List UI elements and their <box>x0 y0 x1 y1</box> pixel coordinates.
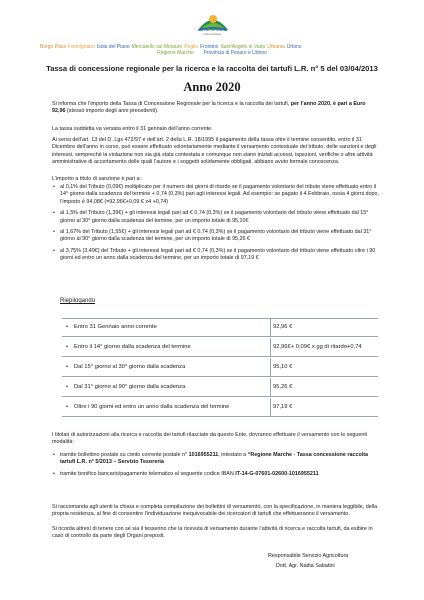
paragraph-late-payment: Ai sensi dell’art. 13 del D. Lgs 472/97 e dell’art. 2 della L.R. 18/1995 il pagamento della tassa oltre il termine consentito, entro il 31 Dicembre dell’anno in corso, può essere effettuato volontariamente mediante il versamento contestuale del tributo, delle sanzioni e degli interessi, sempreché la violazione non sia già stata contestata e comunque non siano iniziati accessi, ispezioni, verifiche o altre attività amministrative di accertamento delle quali l’autore e i soggetti solidamente obbligati, abbiano avuto formale conoscenza. <box>52 137 377 166</box>
table-row: • Dal 31° giorno al 90° giorno dalla scadenza 95,26 € <box>62 378 378 397</box>
recap-amount: 97,19 € <box>270 398 378 416</box>
paragraph-reminder: Si ricorda altresì di tenere con sé sia il tesserino che la ricevuta di versamento durante l’attività di ricerca e raccolta tartufi, da esibire in caso di controllo da parte degli Organi preposti. <box>52 526 373 540</box>
municipality-name: Urbino <box>286 44 302 50</box>
table-row: • Entro il 14° giorno dalla scadenza del termine 92,96€+ 0,09€ x gg di ritardo+0,74 <box>62 338 378 357</box>
sanction-item: • al 3,75% (3,49€) del Tributo + gli interessi legali pari ad € 0,74 (0,3%) se il pagamento volontario del tributo viene effettuato oltre i 90 giorni ed entro un anno dalla scadenza del termine, per un importo totale di 97,19 € <box>52 248 380 263</box>
postal-mid: , intestato a <box>218 452 248 458</box>
table-row: • Oltre i 90 giorni ed entro un anno dalla scadenza del termine 97,19 € <box>62 398 378 417</box>
municipality-name: Peglio <box>184 44 199 50</box>
bank-iban: IT-14-G-07601-02600-1016955211 <box>235 470 319 477</box>
payment-method-bank <box>52 471 380 478</box>
municipality-name: Borgo Pace <box>40 44 67 50</box>
municipality-name: Frontino <box>200 44 219 50</box>
municipality-name: Isola del Piano <box>96 44 130 50</box>
region-province-line <box>0 50 424 56</box>
recap-period: Dal 15° giorno al 30° giorno dalla scadenza <box>74 364 186 370</box>
logo-subcaption: Unione Montana <box>203 33 221 36</box>
postal-prefix: tramite bollettino postale su conto corrente postale n° <box>60 452 189 458</box>
payment-methods-list <box>52 452 380 482</box>
recap-period: Entro il 14° giorno dalla scadenza del termine <box>74 344 191 350</box>
paragraph-sanction-intro: L’importo a titolo di sanzione è pari a: <box>52 176 141 182</box>
table-row: • Dal 15° giorno al 30° giorno dalla scadenza 95,10 € <box>62 358 378 377</box>
postal-account-number: 1016955211 <box>188 452 219 458</box>
recap-period: Dal 31° giorno al 90° giorno dalla scadenza <box>74 384 186 390</box>
bank-prefix: tramite bonifico bancario/pagamento telematico al seguente codice IBAN <box>60 470 236 477</box>
signature-role: Responsabile Servizio Agricoltura <box>268 553 349 559</box>
recap-amount: 95,26 € <box>270 378 378 396</box>
sanctions-list <box>52 184 380 267</box>
payment-method-postal <box>52 452 380 467</box>
year-heading: Anno 2020 <box>183 80 241 94</box>
signature-name: Dott. Agr. Nadia Sabatini <box>276 563 335 569</box>
paragraph-amount <box>52 101 380 116</box>
paragraph-payment-intro: I titolari di autorizzazioni alla ricerca e raccolta dei tartufi rilasciate da questo Ente, dovranno effettuare il versamento con le seguenti modalità: <box>52 432 368 446</box>
document-title: Tassa di concessione regionale per la ricerca e la raccolta dei tartufi L.R. n° 5 del 03/04/2013 <box>46 64 378 73</box>
p1-bold: per l’anno 2020, è pari a Euro 92,96 <box>52 101 366 115</box>
municipality-name: Sant'Angelo in Vado <box>220 44 266 50</box>
sanction-item: • al 0,1% del Tributo (0,09€) moltiplicato per il numero dei giorni di ritardo se il pagamento volontario del tributo viene effettuato entro il 14° giorno dalla scadenza del termine + 0,74 (0,3%) pari agli interessi legali. Ad esempio: se pagato il 4 Febbraio, ossia 4 giorni dopo, l’importo è 94,08€ (=92,96€+0,09 € x4 +0,74) <box>52 184 380 206</box>
recap-period: Oltre i 90 giorni ed entro un anno dalla scadenza del termine <box>74 404 230 410</box>
table-row: • Entro 31 Gennaio anno corrente 92,96 € <box>62 318 378 337</box>
province-name: Provincia di Pesaro e Urbino <box>203 50 267 56</box>
municipality-name: Fermignano <box>68 44 95 50</box>
recap-amount: 92,96 € <box>270 318 378 336</box>
municipality-name: Mercatello sul Metauro <box>131 44 183 50</box>
recap-amount: 95,10 € <box>270 358 378 376</box>
recap-amount: 92,96€+ 0,09€ x gg di ritardo+0,74 <box>270 338 378 356</box>
sanction-item: • al 1,5% del Tributo (1,39€) + gli interessi legali pari ad € 0,74 (0,3%) se il pagamento volontario del tributo viene effettuato dal 15° giorno al 30° giorno dalla scadenza del termine, per un importo totale di 95,10€ <box>52 210 380 225</box>
postal-payee: “Regione Marche - Tassa concessione raccolta tartufi L.R. n° 5/2013 – Servizio Tesoreria <box>60 452 369 466</box>
sanction-item: • al 1,67% del Tributo (1,55€) + gli interessi legali pari ad € 0,74 (0,3%) se il pagamento volontario del tributo viene effettuato dal 31° giorno al 90° giorno dalla scadenza del termine, per un importo totale di 95,26 € <box>52 229 380 244</box>
p1-suffix: (stesso importo degli anni precedenti). <box>65 108 159 115</box>
municipality-name: Urbania <box>267 44 285 50</box>
paragraph-deadline: La tassa suddetta va versata entro il 31 gennaio dell’anno corrente. <box>52 126 213 132</box>
paragraph-recommendation: Si raccomanda agli utenti la chiara e completa compilazione dei bollettini di versamento, con la specificazione, in maniera leggibile, della propria residenza, al fine di consentire l’individuazione inequivocabile dei ricercatori di tartufi che effettueranno il versamento. <box>52 504 378 518</box>
p1-prefix: Si informa che l’importo della Tassa di Concessione Regionale per la ricerca e la raccolta dei tartufi, <box>52 101 291 107</box>
recap-heading: Riepilogando <box>60 298 96 304</box>
logo-caption: Alta Valle del Metauro <box>197 28 227 32</box>
recap-table <box>62 318 378 418</box>
recap-period: Entro 31 Gennaio anno corrente <box>74 324 157 330</box>
region-name: Regione Marche <box>157 50 194 56</box>
